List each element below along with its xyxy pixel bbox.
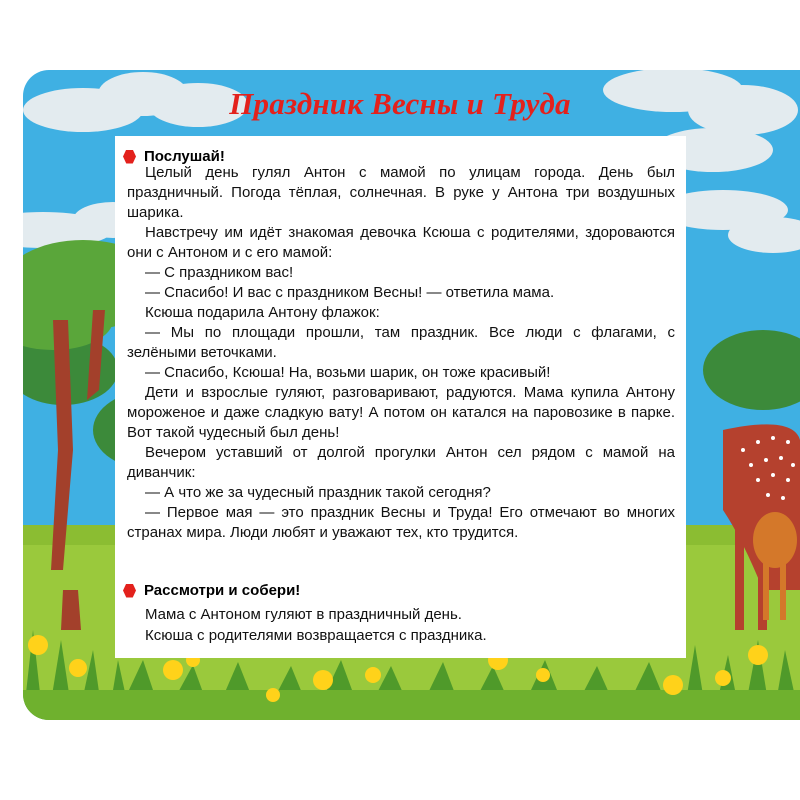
story-paragraph: — Мы по площади прошли, там праздник. Все люди с флагами, с зелёными веточками.	[127, 324, 675, 361]
story-paragraph: Навстречу им идёт знакомая девочка Ксюша с родителями, здороваются они с Антоном и с его мамой:	[127, 224, 675, 261]
listen-heading-text: Послушай!	[144, 148, 225, 165]
story-paragraph: Вечером уставший от долгой прогулки Антон сел рядом с мамой на диванчик:	[127, 444, 675, 481]
story-paragraph: Ксюша подарила Антону флажок:	[145, 304, 380, 321]
look-line: Мама с Антоном гуляют в праздничный день.	[145, 606, 462, 623]
listen-text	[127, 163, 675, 543]
story-paragraph: — Первое мая — это праздник Весны и Труда! Его отмечают во многих странах мира. Люди любят и уважают тех, кто трудится.	[127, 504, 675, 541]
story-paragraph: Дети и взрослые гуляют, разговаривают, радуются. Мама купила Антону мороженое и даже сладкую вату! А потом он катался на паровозике в парке. Вот такой чудесный был день!	[127, 384, 675, 441]
red-hexagon-icon	[123, 150, 136, 164]
look-heading-text: Рассмотри и собери!	[144, 582, 301, 599]
look-text	[127, 604, 675, 646]
story-paragraph: — Спасибо, Ксюша! На, возьми шарик, он тоже красивый!	[145, 364, 551, 381]
story-paragraph: — Спасибо! И вас с праздником Весны! — ответила мама.	[145, 284, 555, 301]
look-heading	[123, 582, 300, 599]
look-line: Ксюша с родителями возвращается с праздника.	[145, 627, 487, 644]
page-title: Праздник Весны и Труда	[229, 86, 571, 121]
story-paragraph: — С праздником вас!	[145, 264, 294, 281]
story-card	[115, 136, 686, 658]
red-hexagon-icon	[123, 584, 136, 598]
story-paragraph: Целый день гулял Антон с мамой по улицам города. День был праздничный. Погода тёплая, солнечная. В руке у Антона три воздушных шарика.	[127, 164, 675, 221]
story-paragraph: — А что же за чудесный праздник такой сегодня?	[145, 484, 491, 501]
